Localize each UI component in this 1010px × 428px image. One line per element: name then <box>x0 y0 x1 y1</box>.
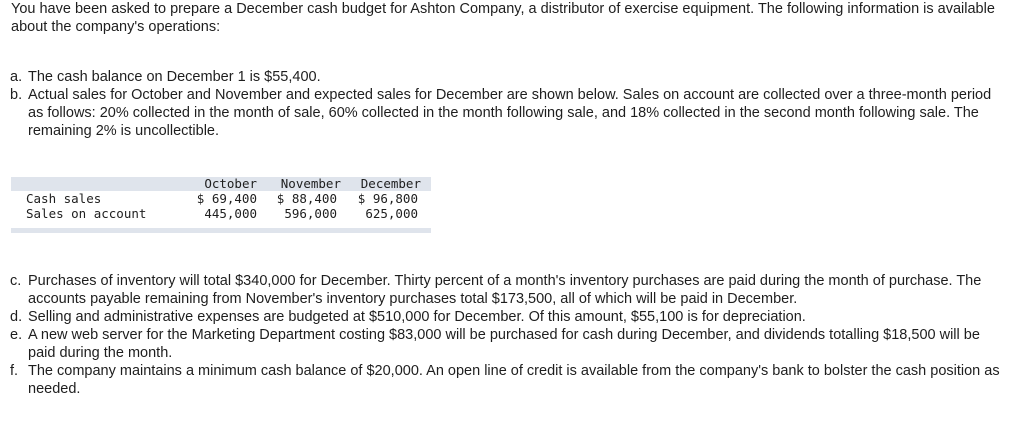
cell-cash-december: $ 96,800 <box>357 191 418 206</box>
table-footer-band <box>11 228 431 233</box>
row-label-sales-on-account: Sales on account <box>26 206 147 221</box>
list-item-b <box>10 86 1000 140</box>
cell-account-october: 445,000 <box>204 206 257 221</box>
column-header-december: December <box>360 176 421 191</box>
item-label: f. <box>10 363 19 379</box>
info-list-bottom <box>10 272 1000 398</box>
cell-account-november: 596,000 <box>284 206 337 221</box>
item-label: b. <box>10 87 23 103</box>
item-text: Actual sales for October and November and expected sales for December are shown below. Sales on account are collected over a three-month period as follows: 20% collected in the month of sale, 60% collected in the month following sale, and 18% collected in the second month following sale. The remaining 2% is uncollectible. <box>28 87 992 139</box>
item-text: A new web server for the Marketing Department costing $83,000 will be purchased for cash during December, and dividends totalling $18,500 will be paid during the month. <box>28 327 980 361</box>
column-header-november: November <box>280 176 341 191</box>
item-text: The cash balance on December 1 is $55,400. <box>28 69 321 85</box>
list-item-d <box>10 308 1000 326</box>
sales-table <box>11 176 431 233</box>
item-label: a. <box>10 69 23 85</box>
cell-cash-october: $ 69,400 <box>196 191 257 206</box>
cell-cash-november: $ 88,400 <box>276 191 337 206</box>
cell-account-december: 625,000 <box>365 206 418 221</box>
item-label: d. <box>10 309 23 325</box>
info-list-top <box>10 68 1000 140</box>
list-item-f <box>10 362 1000 398</box>
list-item-e <box>10 326 1000 362</box>
row-label-cash-sales: Cash sales <box>26 191 102 206</box>
item-label: e. <box>10 327 23 343</box>
item-text: The company maintains a minimum cash balance of $20,000. An open line of credit is available from the company's bank to bolster the cash position as needed. <box>28 363 1000 397</box>
intro-paragraph: You have been asked to prepare a December cash budget for Ashton Company, a distributor of exercise equipment. The following information is available about the company's operations: <box>11 1 995 35</box>
item-text: Selling and administrative expenses are budgeted at $510,000 for December. Of this amount, $55,100 is for depreciation. <box>28 309 806 325</box>
item-label: c. <box>10 273 22 289</box>
item-text: Purchases of inventory will total $340,000 for December. Thirty percent of a month's inventory purchases are paid during the month of purchase. The accounts payable remaining from November's inventory purchases total $173,500, all of which will be paid in December. <box>28 273 982 307</box>
column-header-october: October <box>204 176 257 191</box>
list-item-c <box>10 272 1000 308</box>
list-item-a <box>10 68 1000 86</box>
